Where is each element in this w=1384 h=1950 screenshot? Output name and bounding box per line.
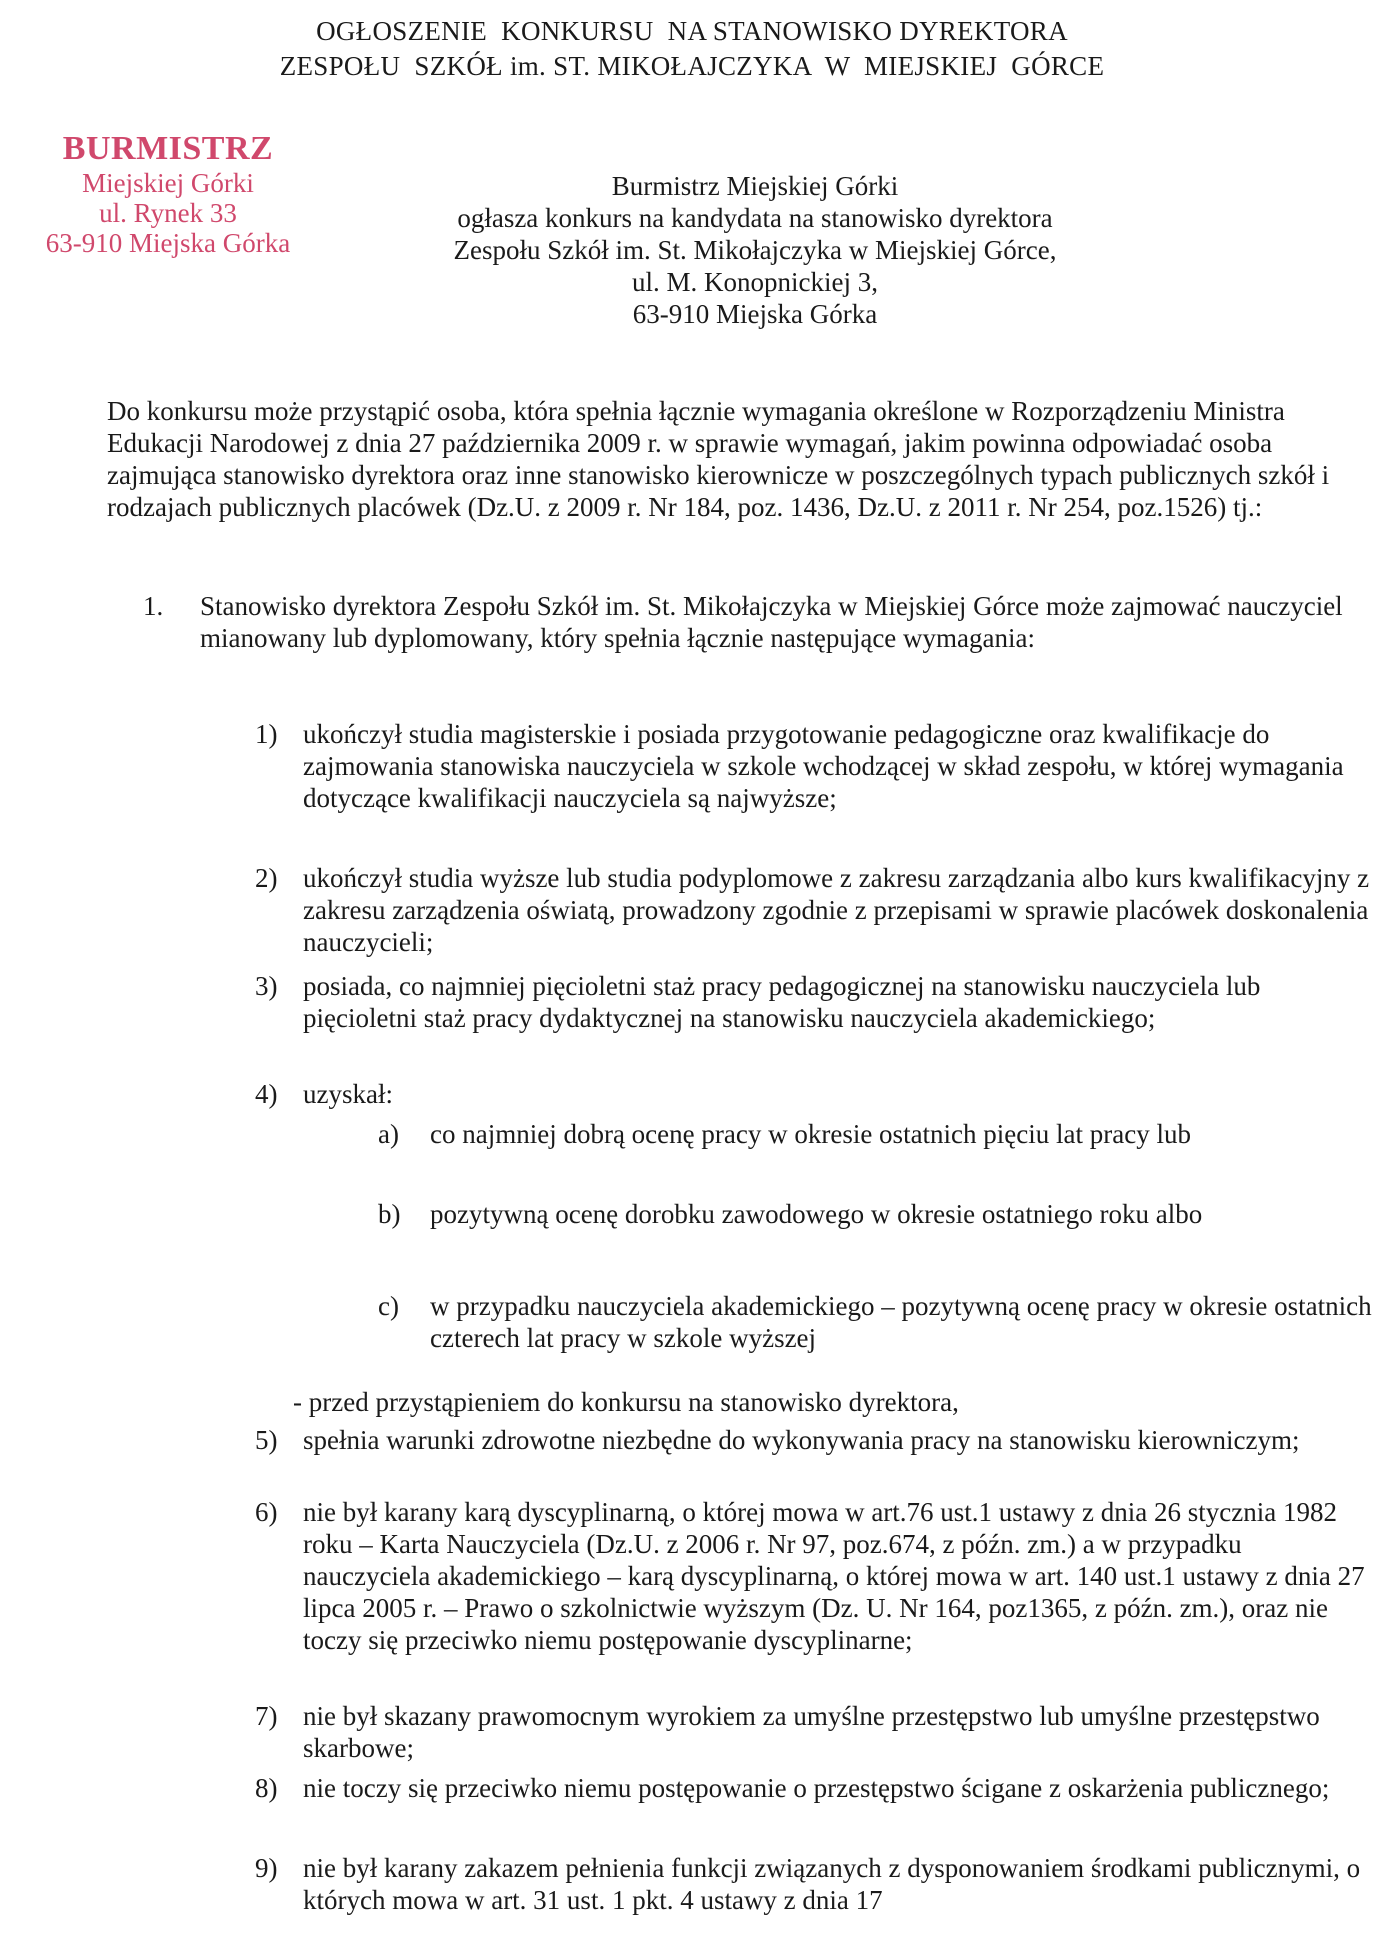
requirement-number: 3) [255, 971, 278, 1001]
intro-paragraph: Do konkursu może przystąpić osoba, która spełnia łącznie wymagania określone w Rozporządzeniu Ministra Edukacji Narodowej z dnia 27 października 2009 r. w sprawie wymagań, jakim powinna odpowiadać osoba zajmująca stanowisko dyrektora oraz inne stanowisko kierownicze w poszczególnych typach publicznych szkół i rodzajach publicznych placówek (Dz.U. z 2009 r. Nr 184, poz. 1436, Dz.U. z 2011 r. Nr 254, poz.1526) tj.: [107, 396, 1330, 522]
requirement-9 [255, 1852, 1375, 1916]
sub-requirement-text: pozytywną ocenę dorobku zawodowego w okresie ostatniego roku albo [430, 1199, 1203, 1229]
point-1-number: 1. [143, 591, 164, 621]
announcer-line-4: ul. M. Konopnickiej 3, [632, 267, 878, 297]
sub-requirement-b [378, 1198, 1378, 1230]
official-stamp [18, 130, 318, 258]
requirement-number: 4) [255, 1079, 278, 1109]
announcer-line-1: Burmistrz Miejskiej Górki [611, 171, 899, 201]
stamp-line-1: BURMISTRZ [62, 130, 274, 167]
requirement-text: nie był karany karą dyscyplinarną, o której mowa w art.76 ust.1 ustawy z dnia 26 stycznia 1982 roku – Karta Nauczyciela (Dz.U. z 2006 r. Nr 97, poz.674, z późn. zm.) a w przypadku nauczyciela akademickiego – karą dyscyplinarną, o której mowa w art. 140 ust.1 ustawy z dnia 27 lipca 2005 r. – Prawo o szkolnictwie wyższym (Dz. U. Nr 164, poz1365, z późn. zm.), oraz nie toczy się przeciwko niemu postępowanie dyscyplinarne; [303, 1497, 1365, 1655]
requirement-number: 9) [255, 1853, 278, 1883]
requirement-number: 7) [255, 1701, 278, 1731]
requirement-3 [255, 970, 1375, 1034]
stamp-line-3: ul. Rynek 33 [99, 198, 237, 228]
sub-requirement-text: w przypadku nauczyciela akademickiego – pozytywną ocenę pracy w okresie ostatnich czterech lat pracy w szkole wyższej [430, 1291, 1372, 1353]
sub-requirement-letter: a) [378, 1119, 399, 1149]
title-line-1: OGŁOSZENIE KONKURSU NA STANOWISKO DYREKTORA [316, 16, 1068, 46]
sub-requirement-c [378, 1290, 1378, 1354]
requirement-number: 6) [255, 1497, 278, 1527]
requirement-5 [255, 1424, 1375, 1456]
sub-requirement-text: co najmniej dobrą ocenę pracy w okresie ostatnich pięciu lat pracy lub [430, 1119, 1191, 1149]
requirement-6 [255, 1496, 1375, 1656]
requirement-number: 1) [255, 719, 278, 749]
sub-requirement-letter: b) [378, 1199, 401, 1229]
requirement-7 [255, 1700, 1375, 1764]
sub-requirements-closing: - przed przystąpieniem do konkursu na stanowisko dyrektora, [293, 1387, 959, 1417]
announcer-line-5: 63-910 Miejska Górka [632, 299, 878, 329]
requirement-text: uzyskał: [303, 1079, 393, 1109]
requirement-number: 5) [255, 1425, 278, 1455]
point-1-text: Stanowisko dyrektora Zespołu Szkół im. St. Mikołajczyka w Miejskiej Górce może zajmować nauczyciel mianowany lub dyplomowany, który spełnia łącznie następujące wymagania: [200, 591, 1343, 653]
title-line-2: ZESPOŁU SZKÓŁ im. ST. MIKOŁAJCZYKA W MIEJSKIEJ GÓRCE [279, 51, 1105, 81]
announcer-block [330, 170, 1180, 330]
requirement-text: posiada, co najmniej pięcioletni staż pracy pedagogicznej na stanowisku nauczyciela lub pięcioletni staż pracy dydaktycznej na stanowisku nauczyciela akademickiego; [303, 971, 1261, 1033]
requirement-text: nie był skazany prawomocnym wyrokiem za umyślne przestępstwo lub umyślne przestępstwo skarbowe; [303, 1701, 1320, 1763]
requirement-text: ukończył studia wyższe lub studia podyplomowe z zakresu zarządzania albo kurs kwalifikacyjny z zakresu zarządzenia oświatą, prowadzony zgodnie z przepisami w sprawie placówek doskonalenia nauczycieli; [303, 863, 1370, 957]
stamp-line-2: Miejskiej Górki [82, 168, 254, 198]
requirement-text: ukończył studia magisterskie i posiada przygotowanie pedagogiczne oraz kwalifikacje do zajmowania stanowiska nauczyciela w szkole wchodzącej w skład zespołu, w której wymagania dotyczące kwalifikacji nauczyciela są najwyższe; [303, 719, 1344, 813]
requirement-number: 2) [255, 863, 278, 893]
requirement-text: nie był karany zakazem pełnienia funkcji związanych z dysponowaniem środkami publicznymi, o których mowa w art. 31 ust. 1 pkt. 4 ustawy z dnia 17 [303, 1853, 1361, 1915]
requirement-4 [255, 1078, 1375, 1110]
requirement-number: 8) [255, 1773, 278, 1803]
requirement-1 [255, 718, 1375, 814]
sub-requirement-letter: c) [378, 1291, 399, 1321]
point-1 [143, 590, 1373, 654]
stamp-line-4: 63-910 Miejska Górka [45, 228, 291, 258]
announcer-line-3: Zespołu Szkół im. St. Mikołajczyka w Miejskiej Górce, [453, 235, 1057, 265]
requirement-8 [255, 1772, 1375, 1804]
requirement-2 [255, 862, 1375, 958]
announcer-line-2: ogłasza konkurs na kandydata na stanowisko dyrektora [457, 203, 1053, 233]
requirement-text: nie toczy się przeciwko niemu postępowanie o przestępstwo ścigane z oskarżenia publicznego; [303, 1773, 1330, 1803]
sub-requirement-a [378, 1118, 1378, 1150]
document-title [0, 14, 1384, 84]
requirement-text: spełnia warunki zdrowotne niezbędne do wykonywania pracy na stanowisku kierowniczym; [303, 1425, 1300, 1455]
